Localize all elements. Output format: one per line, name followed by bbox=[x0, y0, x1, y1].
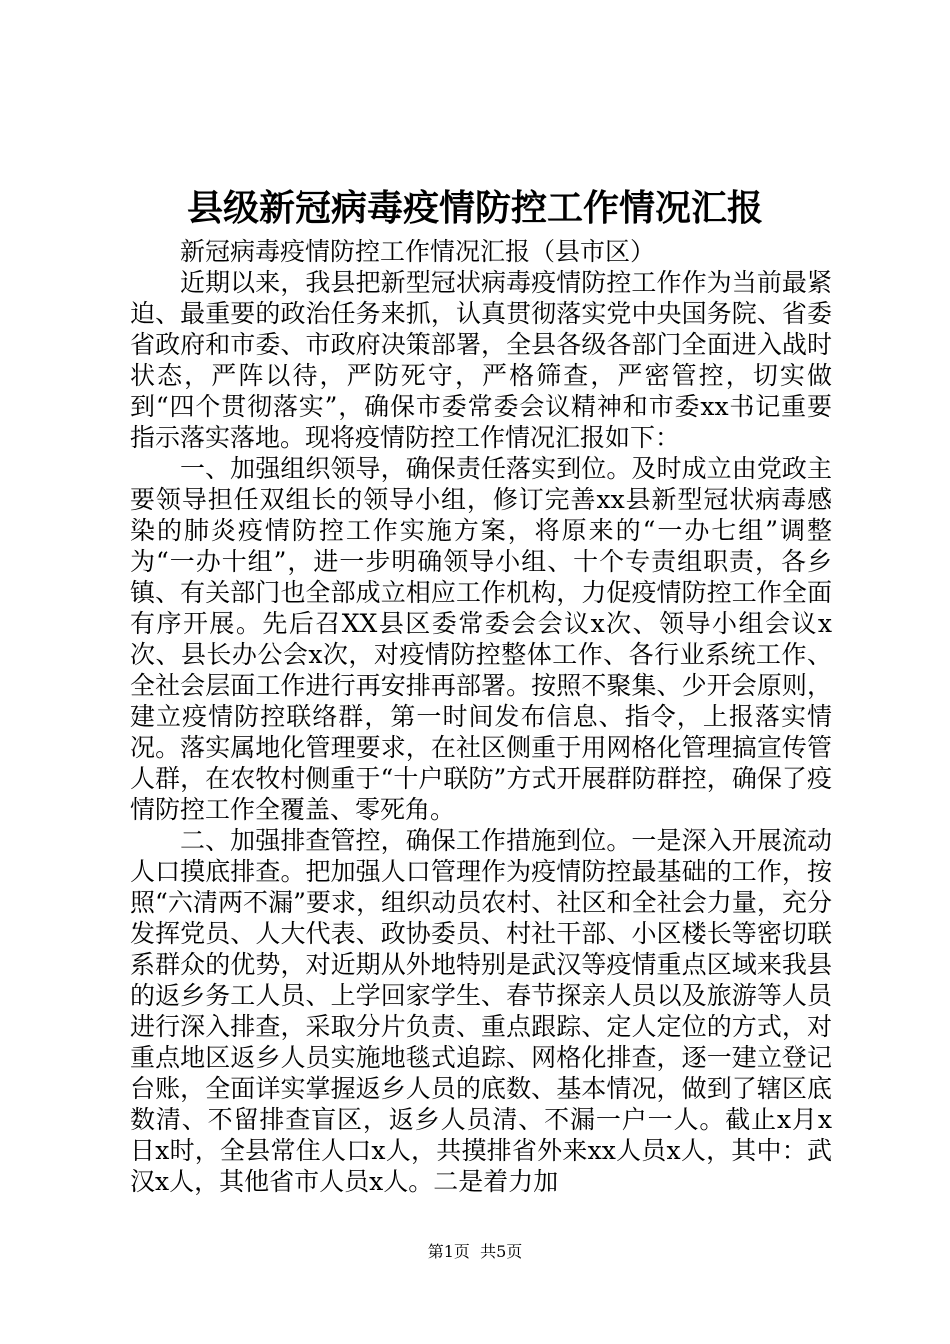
page-footer: 第1页 共5页 bbox=[427, 1242, 523, 1261]
document-body bbox=[130, 236, 832, 1197]
intro-paragraph: 近期以来，我县把新型冠状病毒疫情防控工作作为当前最紧迫、最重要的政治任务来抓，认真贯彻落实党中央国务院、省委省政府和市委、市政府决策部署，全县各级各部门全面进入战时状态，严阵以待，严防死守，严格筛查，严密管控，切实做到“四个贯彻落实”，确保市委常委会议精神和市委xx书记重要指示落实落地。现将疫情防控工作情况汇报如下： bbox=[130, 268, 832, 452]
section-one-paragraph: 一、加强组织领导，确保责任落实到位。及时成立由党政主要领导担任双组长的领导小组，修订完善xx县新型冠状病毒感染的肺炎疫情防控工作实施方案，将原来的“一办七组”调整为“一办十组”，进一步明确领导小组、十个专责组职责，各乡镇、有关部门也全部成立相应工作机构，力促疫情防控工作全面有序开展。先后召XX县区委常委会会议x次、领导小组会议x次、县长办公会x次，对疫情防控整体工作、各行业系统工作、全社会层面工作进行再安排再部署。按照不聚集、少开会原则，建立疫情防控联络群，第一时间发布信息、指令，上报落实情况。落实属地化管理要求，在社区侧重于用网格化管理搞宣传管人群，在农牧村侧重于“十户联防”方式开展群防群控，确保了疫情防控工作全覆盖、零死角。 bbox=[130, 454, 832, 824]
document-title: 县级新冠病毒疫情防控工作情况汇报 bbox=[186, 187, 763, 229]
subtitle-paragraph: 新冠病毒疫情防控工作情况汇报（县市区） bbox=[180, 237, 656, 266]
section-two-paragraph: 二、加强排查管控，确保工作措施到位。一是深入开展流动人口摸底排查。把加强人口管理作为疫情防控最基础的工作，按照“六清两不漏”要求，组织动员农村、社区和全社会力量，充分发挥党员、人大代表、政协委员、村社干部、小区楼长等密切联系群众的优势，对近期从外地特别是武汉等疫情重点区域来我县的返乡务工人员、上学回家学生、春节探亲人员以及旅游等人员进行深入排查，采取分片负责、重点跟踪、定人定位的方式，对重点地区返乡人员实施地毯式追踪、网格化排查，逐一建立登记台账，全面详实掌握返乡人员的底数、基本情况，做到了辖区底数清、不留排查盲区，返乡人员清、不漏一户一人。截止x月x日x时，全县常住人口x人，共摸排省外来xx人员x人，其中：武汉x人，其他省市人员x人。二是着力加 bbox=[130, 826, 832, 1196]
